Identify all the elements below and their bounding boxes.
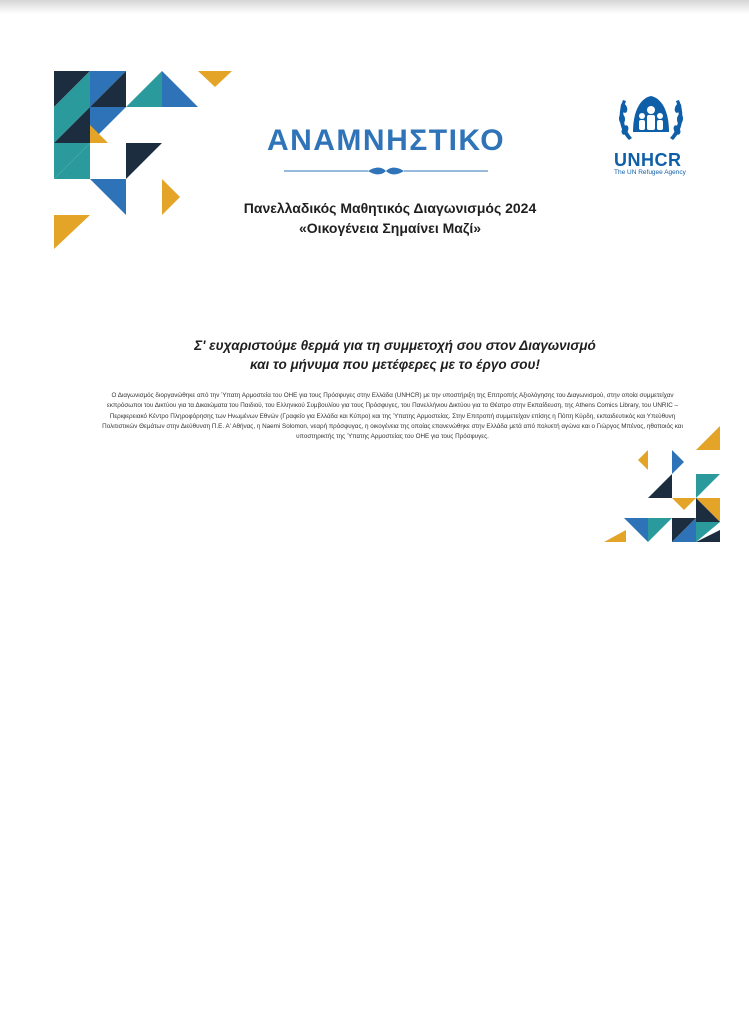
thank-you-line-2: και το μήνυμα που μετέφερες με το έργο σου!	[249, 357, 541, 372]
unhcr-tagline: The UN Refugee Agency	[614, 169, 686, 176]
competition-theme: «Οικογένεια Σημαίνει Μαζί»	[299, 220, 481, 236]
thank-you-line-1: Σ' ευχαριστούμε θερμά για τη συμμετοχή σου στον Διαγωνισμό	[194, 338, 596, 353]
unhcr-logo	[612, 88, 690, 177]
decorative-triangles-bottom-right	[604, 426, 720, 542]
unhcr-wordmark: UNHCR	[614, 150, 682, 170]
competition-name: Πανελλαδικός Μαθητικός Διαγωνισμός 2024	[243, 200, 537, 216]
description-paragraph: Ο Διαγωνισμός διοργανώθηκε από την Ύπατη Αρμοστεία του ΟΗΕ για τους Πρόσφυγες στην Ελλάδα (UNHCR) με την υποστήριξη της Επιτροπής Αξιολόγησης του Διαγωνισμού, στην οποία συμμετείχαν εκπρόσωποι του Δικτύου για τα Δικαιώματα του Παιδιού, του Ελληνικού Συμβουλίου για τους Πρόσφυγες, του Πανελλήνιου Δικτύου για το Θέατρο στην Εκπαίδευση, της Athens Comics Library, του UNRIC – Περιφερειακό Κέντρο Πληροφόρησης των Ηνωμένων Εθνών (Γραφείο για Ελλάδα και Κύπρο) και της Ύπατης Αρμοστείας. Στην Επιτροπή συμμετείχαν επίσης η Πόπη Κύρδη, εκπαιδευτικός και Υπεύθυνη Πολιτιστικών Θεμάτων στην Διεύθυνση Π.Ε. Α' Αθήνας, η Naemi Solomon, νεαρή πρόσφυγας, η οικογένεια της οποίας επανενώθηκε στην Ελλάδα μετά από πολυετή αγώνα και ο Γιώργος Μπένος, ηθοποιός και υποστηρικτής της Ύπατης Αρμοστείας του ΟΗΕ για τους Πρόσφυγες.	[102, 392, 683, 441]
top-shadow	[0, 0, 749, 14]
title-divider	[284, 165, 488, 177]
unhcr-emblem-icon	[615, 88, 687, 144]
page-title: ΑΝΑΜΝΗΣΤΙΚΟ	[266, 124, 506, 157]
